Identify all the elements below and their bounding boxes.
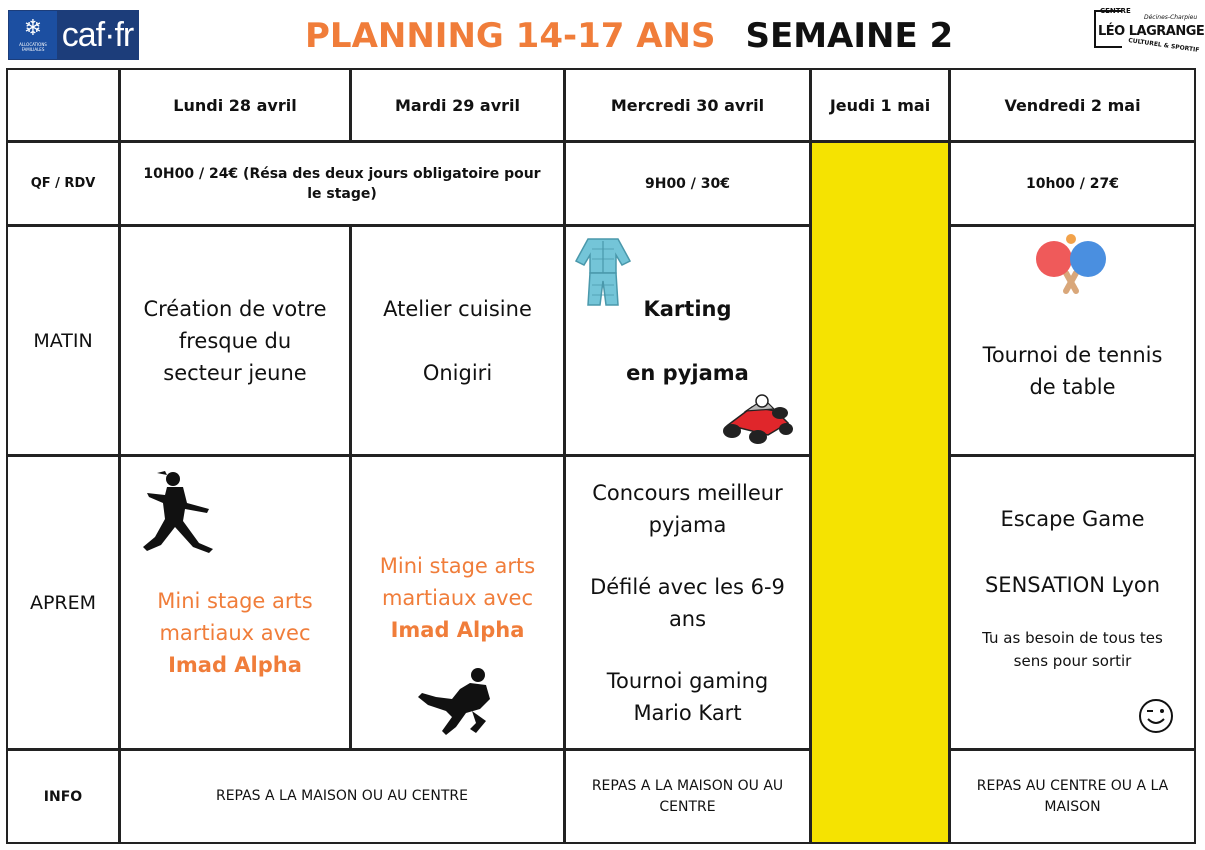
corner-cell: [8, 70, 118, 140]
aprem-lundi-name: Imad Alpha: [168, 652, 302, 677]
col-header-lundi: Lundi 28 avril: [121, 70, 349, 140]
matin-lundi: Création de votre fresque du secteur jeune: [121, 227, 349, 454]
aprem-mercredi-line1: Concours meilleur pyjama: [592, 480, 783, 537]
martial-artist-icon: [137, 469, 217, 555]
title-semaine: SEMAINE 2: [745, 16, 954, 56]
col-header-mercredi: Mercredi 30 avril: [566, 70, 809, 140]
col-header-jeudi: Jeudi 1 mai: [812, 70, 948, 140]
title-planning: PLANNING 14-17 ANS: [305, 16, 716, 56]
leo-logo-centre: CENTRE: [1100, 7, 1131, 15]
smiley-wink-icon: [1137, 697, 1175, 735]
ping-pong-icon: [1032, 233, 1110, 297]
info-mercredi: REPAS A LA MAISON OU AU CENTRE: [566, 751, 809, 842]
row-label-info: INFO: [8, 751, 118, 842]
aprem-mercredi: [566, 457, 809, 748]
kick-fighter-icon: [416, 665, 502, 737]
matin-mardi-line1: Atelier cuisine: [383, 296, 532, 321]
caf-logo-mark: [9, 11, 57, 59]
matin-mardi: [352, 227, 563, 454]
aprem-lundi: [121, 457, 349, 748]
info-lundi-mardi: REPAS A LA MAISON OU AU CENTRE: [121, 751, 563, 842]
aprem-mardi: [352, 457, 563, 748]
matin-mardi-line2: Onigiri: [422, 360, 493, 385]
aprem-lundi-text: Mini stage arts martiaux avec: [157, 588, 313, 645]
qf-vendredi: 10h00 / 27€: [951, 143, 1194, 224]
snowflake-icon: ❄: [23, 16, 43, 41]
leo-logo-sub: CULTUREL & SPORTIF: [1127, 37, 1200, 54]
planning-table: [6, 68, 1196, 844]
row-label-matin: MATIN: [8, 227, 118, 454]
matin-mercredi: [566, 227, 809, 454]
caf-logo-text: caf·fr: [57, 11, 138, 59]
caf-logo-sub: ALLOCATIONS FAMILIALES: [19, 42, 47, 52]
aprem-mardi-text: Mini stage arts martiaux avec: [379, 553, 536, 610]
leo-logo-name: LÉO LAGRANGE: [1098, 24, 1205, 39]
kart-icon: [718, 389, 794, 445]
leo-lagrange-logo: [1090, 4, 1205, 62]
row-label-aprem: APREM: [8, 457, 118, 748]
matin-mercredi-line2: en pyjama: [626, 360, 749, 385]
info-vendredi: REPAS AU CENTRE OU A LA MAISON: [951, 751, 1194, 842]
caf-logo: [8, 10, 139, 60]
pyjama-icon: [574, 235, 632, 307]
page-title: [305, 14, 953, 58]
leo-logo-tag: Décines-Charpieu: [1144, 14, 1198, 21]
aprem-vendredi-line3: Tu as besoin de tous tes sens pour sortir: [982, 628, 1163, 670]
col-header-mardi: Mardi 29 avril: [352, 70, 563, 140]
aprem-vendredi: [951, 457, 1194, 748]
aprem-mercredi-line3: Tournoi gaming Mario Kart: [606, 668, 769, 725]
matin-vendredi: Tournoi de tennis de table: [951, 227, 1194, 454]
jeudi-holiday-block: [812, 143, 948, 842]
aprem-vendredi-line2: SENSATION Lyon: [984, 572, 1161, 597]
qf-mercredi: 9H00 / 30€: [566, 143, 809, 224]
matin-mercredi-line1: Karting: [643, 296, 732, 321]
aprem-mardi-name: Imad Alpha: [390, 617, 525, 642]
aprem-mercredi-line2: Défilé avec les 6-9 ans: [590, 574, 785, 631]
aprem-vendredi-line1: Escape Game: [1000, 506, 1145, 531]
row-label-qf: QF / RDV: [8, 143, 118, 224]
col-header-vendredi: Vendredi 2 mai: [951, 70, 1194, 140]
qf-lundi-mardi: 10H00 / 24€ (Résa des deux jours obligatoire pour le stage): [121, 143, 563, 224]
